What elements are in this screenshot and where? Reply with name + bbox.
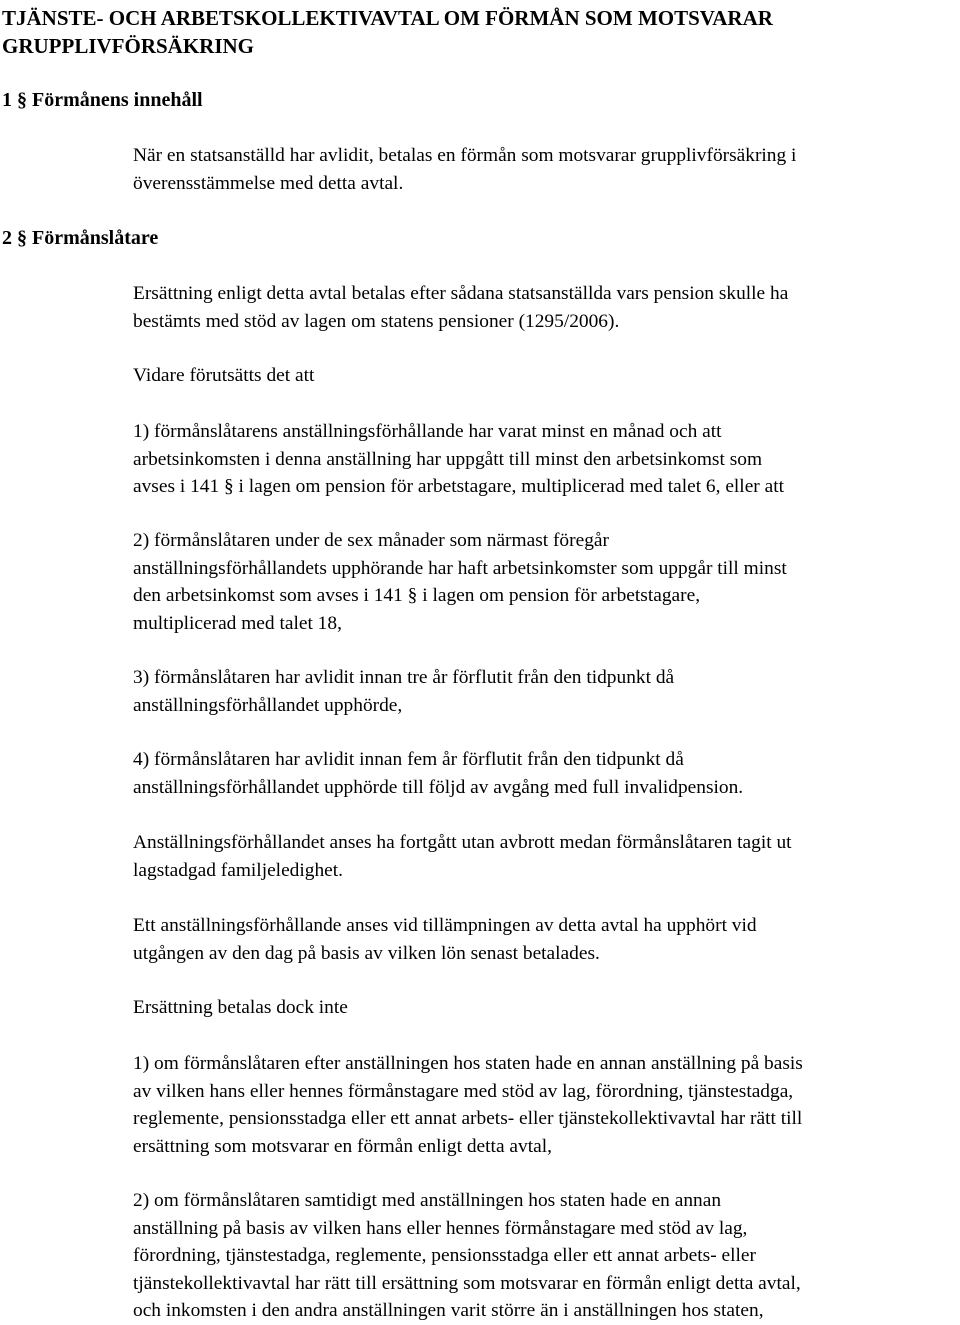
text-line: 1) om förmånslåtaren efter anställningen hos staten hade en annan anställning på basis [133, 1053, 803, 1074]
paragraph-exclusion-1 [133, 1050, 960, 1160]
section-2-heading: 2 § Förmånslåtare [2, 227, 159, 249]
text-line: 1) förmånslåtarens anställningsförhållande har varat minst en månad och att [133, 421, 722, 442]
title-line: TJÄNSTE- OCH ARBETSKOLLEKTIVAVTAL OM FÖRMÅN SOM MOTSVARAR [2, 6, 773, 30]
text-line: 3) förmånslåtaren har avlidit innan tre år förflutit från den tidpunkt då [133, 667, 675, 688]
text-line: Ersättning enligt detta avtal betalas efter sådana statsanställda vars pension skulle ha [133, 283, 789, 304]
text-line: ersättning som motsvarar en förmån enligt detta avtal, [133, 1135, 552, 1157]
section-1-heading: 1 § Förmånens innehåll [2, 89, 203, 111]
text-line: Ersättning betalas dock inte [133, 997, 348, 1018]
paragraph-conditions-intro [133, 362, 960, 390]
text-line: utgången av den dag på basis av vilken lön senast betalades. [133, 942, 600, 964]
text-line: Anställningsförhållandet anses ha fortgått utan avbrott medan förmånslåtaren tagit ut [133, 832, 792, 853]
text-line: den arbetsinkomst som avses i 141 § i lagen om pension för arbetstagare, [133, 585, 701, 606]
text-line: reglemente, pensionsstadga eller ett annat arbets- eller tjänstekollektivavtal har rätt till [133, 1108, 803, 1129]
title-line: GRUPPLIVFÖRSÄKRING [2, 34, 255, 58]
text-line: bestämts med stöd av lagen om statens pensioner (1295/2006). [133, 310, 620, 332]
text-line: Vidare förutsätts det att [133, 365, 315, 386]
document-title [2, 4, 952, 60]
text-line: avses i 141 § i lagen om pension för arbetstagare, multiplicerad med talet 6, eller att [133, 476, 784, 497]
text-line: 2) om förmånslåtaren samtidigt med anställningen hos staten hade en annan [133, 1190, 722, 1211]
text-line: När en statsanställd har avlidit, betalas en förmån som motsvarar grupplivförsäkring i [133, 145, 797, 166]
text-line: lagstadgad familjeledighet. [133, 859, 343, 881]
text-line: arbetsinkomsten i denna anställning har uppgått till minst den arbetsinkomst som [133, 448, 763, 470]
text-line: anställningsförhållandets upphörande har haft arbetsinkomster som uppgår till minst [133, 557, 787, 579]
paragraph-exclusions-intro [133, 994, 960, 1022]
text-line: anställning på basis av vilken hans eller hennes förmånstagare med stöd av lag, [133, 1217, 748, 1239]
text-line: 2) förmånslåtaren under de sex månader som närmast föregår [133, 530, 609, 551]
paragraph-eligibility [133, 280, 960, 335]
paragraph-termination [133, 912, 960, 967]
text-line: överensstämmelse med detta avtal. [133, 172, 404, 194]
text-line: av vilken hans eller hennes förmånstagare med stöd av lag, förordning, tjänstestadga, [133, 1080, 794, 1102]
paragraph-exclusion-2 [133, 1187, 960, 1325]
paragraph-condition-4 [133, 746, 960, 801]
text-line: 4) förmånslåtaren har avlidit innan fem år förflutit från den tidpunkt då [133, 749, 684, 770]
text-line: multiplicerad med talet 18, [133, 612, 342, 634]
section-1-paragraph [133, 142, 960, 197]
text-line: förordning, tjänstestadga, reglemente, pensionsstadga eller ett annat arbets- eller [133, 1245, 756, 1266]
paragraph-condition-3 [133, 664, 960, 719]
paragraph-condition-2 [133, 527, 960, 637]
text-line: anställningsförhållandet upphörde till följd av avgång med full invalidpension. [133, 776, 744, 798]
text-line: Ett anställningsförhållande anses vid tillämpningen av detta avtal ha upphört vid [133, 915, 757, 936]
text-line: anställningsförhållandet upphörde, [133, 694, 403, 716]
text-line: och inkomsten i den andra anställningen varit större än i anställningen hos staten, [133, 1300, 764, 1321]
paragraph-condition-1 [133, 418, 960, 501]
text-line: tjänstekollektivavtal har rätt till ersättning som motsvarar en förmån enligt detta avtal, [133, 1272, 801, 1294]
paragraph-family-leave [133, 829, 960, 884]
